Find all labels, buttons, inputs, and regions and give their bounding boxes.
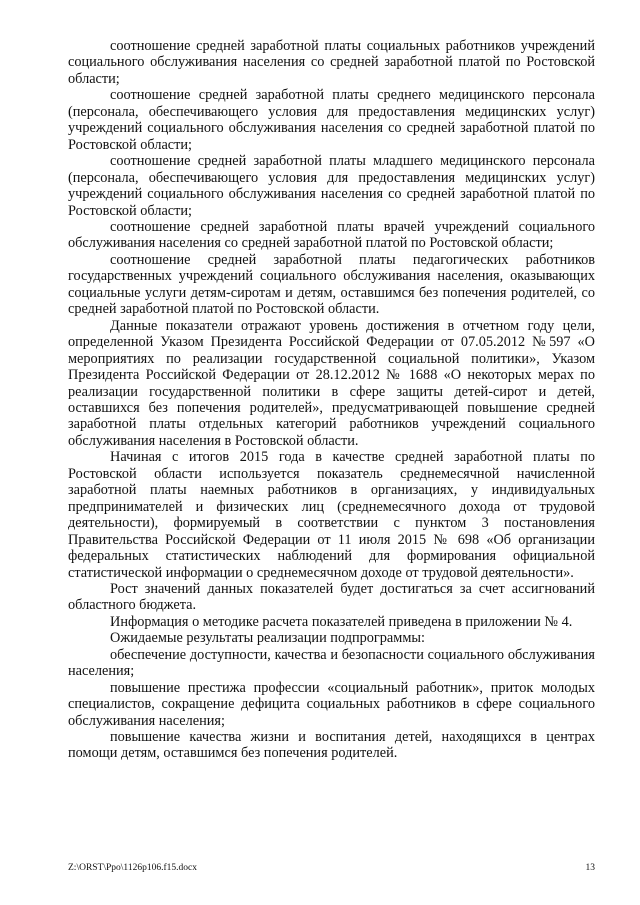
paragraph-mid-medical-staff-salary-ratio: соотношение средней заработной платы среднего медицинского персонала (персонала, обеспечивающего условия для предоставления медицинских услуг) учреждений социального обслуживания населения со средней заработной платой по Ростовской области; bbox=[68, 87, 595, 153]
paragraph-doctors-salary-ratio: соотношение средней заработной платы врачей учреждений социального обслуживания населения со средней заработной платой по Ростовской области; bbox=[68, 218, 595, 252]
paragraph-social-workers-salary-ratio: соотношение средней заработной платы социальных работников учреждений социального обслуживания населения со средней заработной платой по Ростовской области; bbox=[68, 38, 595, 87]
paragraph-average-salary-definition: Начиная с итогов 2015 года в качестве средней заработной платы по Ростовской области используется показатель среднемесячной начисленной заработной платы наемных работников в организациях, у индивидуальных предпринимателей и физических лиц (среднемесячного дохода от трудовой деятельности), формируемый в соответствии с пунктом 3 постановления Правительства Российской Федерации от 11 июля 2015 № 698 «Об организации федеральных статистических наблюдений для формирования официальной статистической информации о среднемесячном доходе от трудовой деятельности». bbox=[68, 449, 595, 581]
paragraph-result-accessibility: обеспечение доступности, качества и безопасности социального обслуживания населения; bbox=[68, 646, 595, 680]
paragraph-methodology-reference: Информация о методике расчета показателей приведена в приложении № 4. bbox=[110, 613, 573, 630]
paragraph-expected-results-heading: Ожидаемые результаты реализации подпрограммы: bbox=[110, 630, 425, 647]
footer-file-path: Z:\ORST\Ppo\1126p106.f15.docx bbox=[68, 863, 197, 873]
paragraph-pedagogical-workers-salary-ratio: соотношение средней заработной платы педагогических работников государственных учреждений социального обслуживания населения, оказывающих социальные услуги детям-сиротам и детям, оставшимся без попечения родителей, со средней заработной платой по Ростовской области. bbox=[68, 251, 595, 318]
page-number: 13 bbox=[585, 863, 595, 873]
paragraph-result-prestige: повышение престижа профессии «социальный работник», приток молодых специалистов, сокращение дефицита социальных работников в сфере социального обслуживания населения; bbox=[68, 679, 595, 729]
paragraph-junior-medical-staff-salary-ratio: соотношение средней заработной платы младшего медицинского персонала (персонала, обеспечивающего условия для предоставления медицинских услуг) учреждений социального обслуживания населения со средней заработной платой по Ростовской области; bbox=[68, 153, 595, 219]
paragraph-result-quality-of-life: повышение качества жизни и воспитания детей, находящихся в центрах помощи детям, оставшимся без попечения родителей. bbox=[68, 729, 595, 762]
document-body bbox=[68, 38, 595, 762]
paragraph-indicators-goal: Данные показатели отражают уровень достижения в отчетном году цели, определенной Указом Президента Российской Федерации от 07.05.2012 №597 «О мероприятиях по реализации государственной социальной политики», Указом Президента Российской Федерации от 28.12.2012 № 1688 «О некоторых мерах по реализации государственной политики в сфере защиты детей-сирот и детей, оставшихся без попечения родителей», предусматривающей повышение средней заработной платы отдельных категорий работников учреждений социального обслуживания населения в Ростовской области. bbox=[68, 317, 595, 449]
paragraph-funding-source: Рост значений данных показателей будет достигаться за счет ассигнований областного бюджета. bbox=[68, 580, 595, 614]
